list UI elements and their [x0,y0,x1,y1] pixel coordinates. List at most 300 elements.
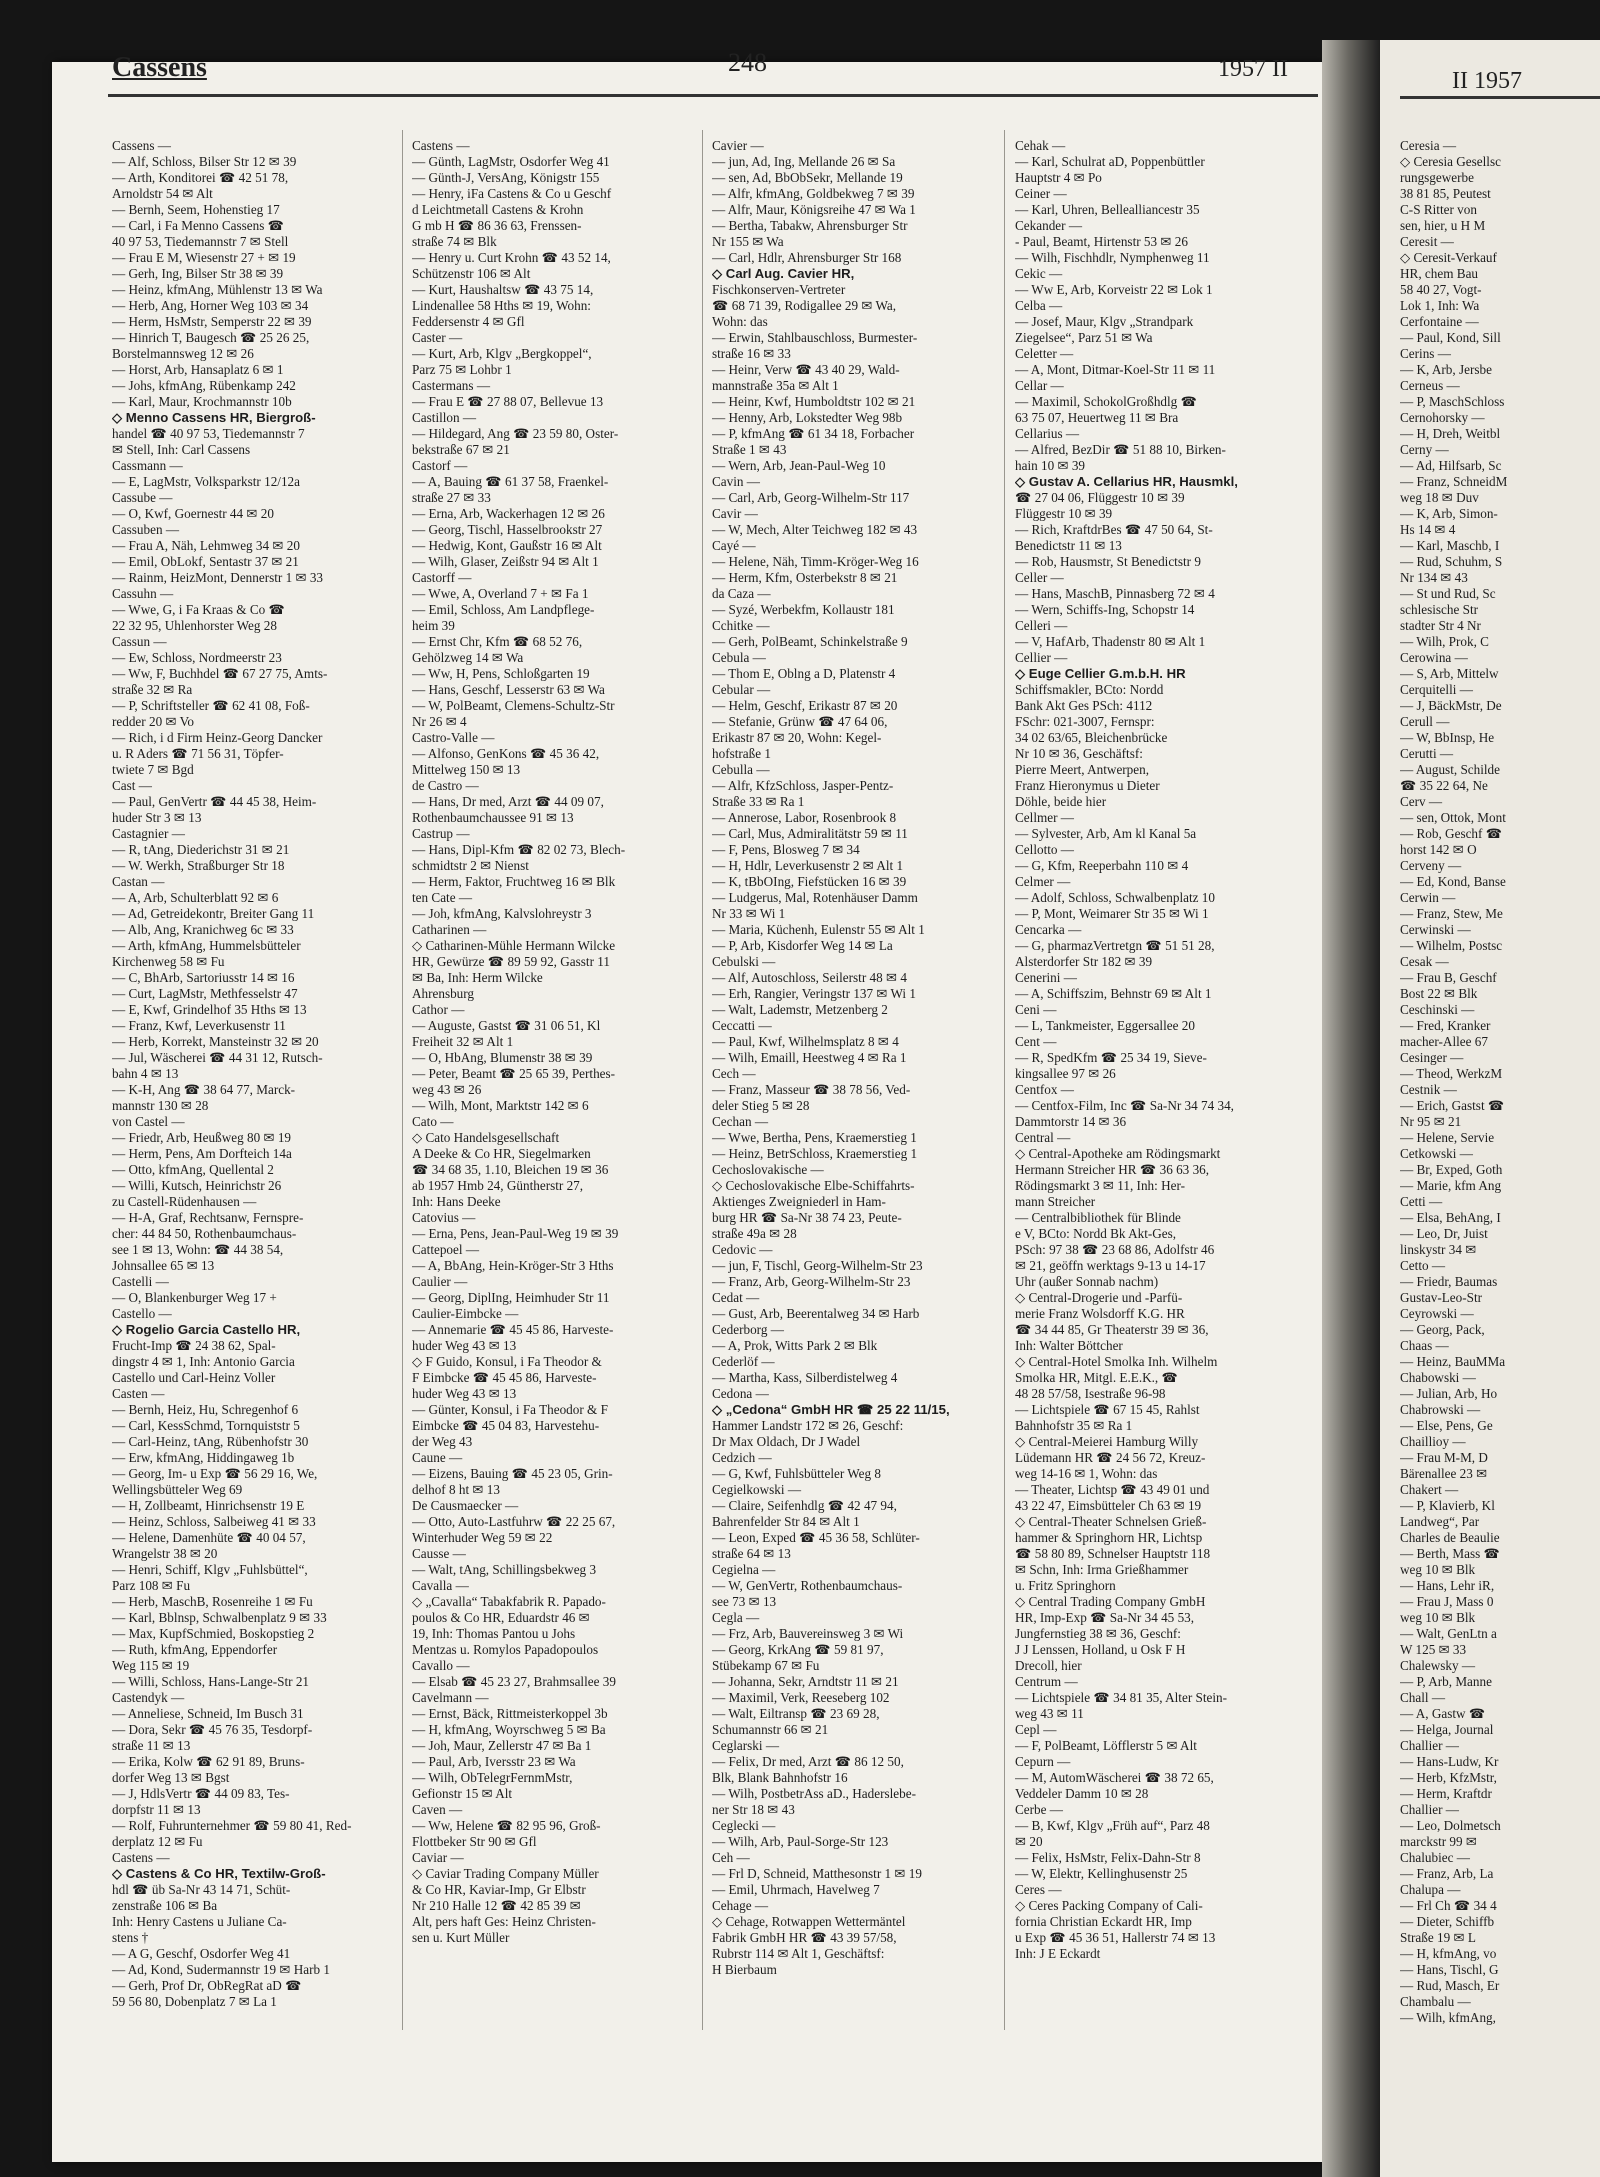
directory-entry-line: — Carl, Mus, Admiralitätstr 59 ✉ 11 [712,826,908,841]
directory-entry-line: — Heinz, BauMMa [1400,1354,1506,1369]
directory-entry-line: — Henry u. Curt Krohn ☎ 43 52 14, [412,250,611,265]
directory-entry-line: ◇ Cechoslovakische Elbe-Schiffahrts- [712,1178,915,1193]
directory-entry-line: Schiffsmakler, BCto: Nordd [1015,682,1164,697]
directory-entry-line: — A, Mont, Ditmar-Koel-Str 11 ✉ 11 [1015,362,1216,377]
directory-entry-line: — O, HbAng, Blumenstr 38 ✉ 39 [412,1050,593,1065]
directory-entry-line: Cepurn — [1015,1754,1071,1769]
page-number: 248 [728,48,767,77]
directory-entry-line: ◇ Central-Drogerie und -Parfü- [1015,1290,1183,1305]
directory-entry-line: — P, Arb, Manne [1400,1674,1492,1689]
directory-entry-line: — Elsa, BehAng, I [1400,1210,1501,1225]
directory-entry-line: ◇ Central-Meierei Hamburg Willy [1015,1434,1199,1449]
directory-entry-line: — Ernst, Bäck, Rittmeisterkoppel 3b [412,1706,608,1721]
directory-entry-line: — Annerose, Labor, Rosenbrook 8 [712,810,897,825]
directory-entry-line: rungsgewerbe [1400,170,1474,185]
directory-entry-line: Flüggestr 10 ✉ 39 [1015,506,1113,521]
directory-entry-line: F Eimbcke ☎ 45 45 86, Harveste- [412,1370,597,1385]
directory-entry-line: Alt, pers haft Ges: Heinz Christen- [412,1914,596,1929]
directory-entry-line: — Erw, kfmAng, Hiddingaweg 1b [112,1450,295,1465]
directory-entry-line: heim 39 [412,618,455,633]
directory-entry-line: Cedona — [712,1386,769,1401]
directory-entry-line: Frucht-Imp ☎ 24 38 62, Spal- [112,1338,276,1353]
directory-entry-line: der Weg 43 [412,1434,473,1449]
directory-entry-line: Ziegelsee“, Parz 51 ✉ Wa [1015,330,1153,345]
directory-entry-line: straße 32 ✉ Ra [112,682,193,697]
directory-entry-line: — Alf, Autoschloss, Seilerstr 48 ✉ 4 [712,970,907,985]
directory-entry-line: ten Cate — [412,890,473,905]
directory-entry-line: — Theater, Lichtsp ☎ 43 49 01 und [1015,1482,1210,1497]
directory-entry-line: — Ed, Kond, Banse [1400,874,1506,889]
directory-entry-line: — Karl, Uhren, Bellealliancestr 35 [1015,202,1200,217]
directory-entry-line: Cernohorsky — [1400,410,1485,425]
directory-entry-line: — Helene, Damenhüte ☎ 40 04 57, [112,1530,306,1545]
directory-entry-line: macher-Allee 67 [1400,1034,1488,1049]
directory-entry-line: marckstr 99 ✉ [1400,1834,1477,1849]
directory-entry-line: & Co HR, Kaviar-Imp, Gr Elbstr [412,1882,586,1897]
directory-entry-line: Cattepoel — [412,1242,480,1257]
directory-entry-line: ◇ F Guido, Konsul, i Fa Theodor & [412,1354,602,1369]
directory-entry-line: deler Stieg 5 ✉ 28 [712,1098,810,1113]
directory-entry-line: linskystr 34 ✉ [1400,1242,1477,1257]
directory-entry-line: — Rolf, Fuhrunternehmer ☎ 59 80 41, Red- [112,1818,352,1833]
directory-entry-line: — Herm, Kfm, Osterbekstr 8 ✉ 21 [712,570,898,585]
header-rule [108,94,1318,97]
directory-entry-line: Cebula — [712,650,766,665]
directory-entry-line: Johnsallee 65 ✉ 13 [112,1258,215,1273]
directory-entry-line: — H, Dreh, Weitbl [1400,426,1501,441]
directory-entry-line: Feddersenstr 4 ✉ Gfl [412,314,525,329]
directory-entry-line: Caune — [412,1450,463,1465]
directory-entry-line: Dr Max Oldach, Dr J Wadel [712,1434,861,1449]
directory-entry-line: ◇ Rogelio Garcia Castello HR, [112,1322,301,1337]
directory-entry-line: dorpfstr 11 ✉ 13 [112,1802,201,1817]
directory-entry-line: Castermans — [412,378,491,393]
directory-entry-line: Wrangelstr 38 ✉ 20 [112,1546,218,1561]
directory-entry-line: Cenerini — [1015,970,1077,985]
directory-entry-line: — W, GenVertr, Rothenbaumchaus- [712,1578,903,1593]
directory-entry-line: A Deeke & Co HR, Siegelmarken [412,1146,591,1161]
directory-entry-line: straße 74 ✉ Blk [412,234,497,249]
directory-entry-line: — Br, Exped, Goth [1400,1162,1503,1177]
directory-entry-line: Gustav-Leo-Str [1400,1290,1483,1305]
directory-entry-line: Arnoldstr 54 ✉ Alt [112,186,213,201]
directory-entry-line: — Helene, Näh, Timm-Kröger-Weg 16 [712,554,919,569]
directory-entry-line: — Wilhelm, Postsc [1400,938,1503,953]
directory-entry-line: Cassun — [112,634,167,649]
directory-entry-line: 48 28 57/58, Isestraße 96-98 [1015,1386,1166,1401]
directory-entry-line: — Ww, F, Buchhdel ☎ 67 27 75, Amts- [112,666,328,681]
directory-entry-line: Cerneus — [1400,378,1460,393]
directory-entry-line: Ceresit — [1400,234,1454,249]
directory-entry-line: Cederlöf — [712,1354,775,1369]
directory-entry-line: — Felix, Dr med, Arzt ☎ 86 12 50, [712,1754,904,1769]
directory-entry-line: — Hans, Tischl, G [1400,1962,1499,1977]
directory-entry-line: — K, Arb, Simon- [1400,506,1498,521]
directory-entry-line: — Hans-Ludw, Kr [1400,1754,1499,1769]
directory-entry-line: zenstraße 106 ✉ Ba [112,1898,218,1913]
directory-entry-line: — H, kfmAng, Woyrschweg 5 ✉ Ba [412,1722,606,1737]
directory-entry-line: — Joh, kfmAng, Kalvslohreystr 3 [412,906,592,921]
directory-entry-line: — Heinr, Verw ☎ 43 40 29, Wald- [712,362,900,377]
directory-entry-line: — A, Prok, Witts Park 2 ✉ Blk [712,1338,878,1353]
directory-entry-line: — Georg, Pack, [1400,1322,1485,1337]
directory-entry-line: stens † [112,1930,149,1945]
directory-entry-line: dingstr 4 ✉ 1, Inh: Antonio Garcia [112,1354,295,1369]
directory-entry-line: 34 02 63/65, Bleichenbrücke [1015,730,1168,745]
running-header-name: Cassens [112,52,207,83]
directory-entry-line: merie Franz Wolsdorff K.G. HR [1015,1306,1185,1321]
directory-entry-line: — Willi, Kutsch, Heinrichstr 26 [112,1178,282,1193]
directory-entry-line: — Alfr, KfzSchloss, Jasper-Pentz- [712,778,894,793]
directory-entry-line: Blk, Blank Bahnhofstr 16 [712,1770,848,1785]
directory-entry-line: ◇ „Cedona“ GmbH HR ☎ 25 22 11/15, [712,1402,950,1417]
directory-entry-line: — Hans, Dr med, Arzt ☎ 44 09 07, [412,794,604,809]
directory-entry-line: Aktienges Zweigniederl in Ham- [712,1194,886,1209]
directory-entry-line: Celmer — [1015,874,1071,889]
directory-entry-line: — Maria, Küchenh, Eulenstr 55 ✉ Alt 1 [712,922,925,937]
directory-entry-line: — Heinr, Kwf, Humboldtstr 102 ✉ 21 [712,394,916,409]
directory-entry-line: Ceni — [1015,1002,1057,1017]
directory-entry-line: — Günter, Konsul, i Fa Theodor & F [412,1402,608,1417]
directory-entry-line: Ahrensburg [412,986,475,1001]
directory-entry-line: Chalupa — [1400,1882,1461,1897]
directory-entry-line: Rothenbaumchaussee 91 ✉ 13 [412,810,574,825]
directory-entry-line: ✉ Schn, Inh: Irma Grießhammer [1015,1562,1189,1577]
directory-entry-line: Straße 19 ✉ L [1400,1930,1476,1945]
directory-entry-line: — Frl Ch ☎ 34 4 [1400,1898,1497,1913]
directory-entry-line: derplatz 12 ✉ Fu [112,1834,203,1849]
directory-entry-line: — Hans, MaschB, Pinnasberg 72 ✉ 4 [1015,586,1215,601]
directory-entry-line: Erikastr 87 ✉ 20, Wohn: Kegel- [712,730,882,745]
directory-entry-line: Alsterdorfer Str 182 ✉ 39 [1015,954,1153,969]
directory-entry-line: — J, HdlsVertr ☎ 44 09 83, Tes- [112,1786,290,1801]
directory-entry-line: — Wilh, Mont, Marktstr 142 ✉ 6 [412,1098,589,1113]
directory-entry-line: Kirchenweg 58 ✉ Fu [112,954,225,969]
directory-entry-line: — Heinz, Schloss, Salbeiweg 41 ✉ 33 [112,1514,316,1529]
directory-entry-line: — Herb, Korrekt, Mansteinstr 32 ✉ 20 [112,1034,319,1049]
directory-entry-line: Cent — [1015,1034,1057,1049]
directory-entry-line: Rubrstr 114 ✉ Alt 1, Geschäftsf: [712,1946,885,1961]
directory-entry-line: Jungfernstieg 38 ✉ 36, Geschf: [1015,1626,1181,1641]
directory-entry-line: — Franz, Arb, La [1400,1866,1494,1881]
directory-entry-line: — Erich, Gastst ☎ [1400,1098,1505,1113]
directory-entry-line: bahn 4 ✉ 13 [112,1066,179,1081]
directory-entry-line: Franz Hieronymus u Dieter [1015,778,1160,793]
directory-column-3 [712,138,988,1978]
directory-entry-line: — Ruth, kfmAng, Eppendorfer [112,1642,278,1657]
directory-entry-line: — Bertha, Tabakw, Ahrensburger Str [712,218,908,233]
directory-entry-line: Bahnhofstr 35 ✉ Ra 1 [1015,1418,1133,1433]
directory-entry-line: — Adolf, Schloss, Schwalbenplatz 10 [1015,890,1215,905]
directory-entry-line: — Syzé, Werbekfm, Kollaustr 181 [712,602,895,617]
directory-entry-line: fornia Christian Eckardt HR, Imp [1015,1914,1192,1929]
directory-entry-line: huder Weg 43 ✉ 13 [412,1386,517,1401]
directory-entry-line: Cerv — [1400,794,1443,809]
directory-entry-line: — Ww, H, Pens, Schloßgarten 19 [412,666,590,681]
directory-entry-line: weg 43 ✉ 11 [1015,1706,1084,1721]
directory-entry-line: Ceiner — [1015,186,1067,201]
directory-entry-line: Cerutti — [1400,746,1454,761]
directory-entry-line: ner Str 18 ✉ 43 [712,1802,795,1817]
directory-entry-line: — Henny, Arb, Lokstedter Weg 98b [712,410,903,425]
directory-entry-line: — Paul, Arb, Iversstr 23 ✉ Wa [412,1754,576,1769]
directory-entry-line: Cebular — [712,682,771,697]
directory-entry-line: — Henry, iFa Castens & Co u Geschf [412,186,612,201]
directory-entry-line: Lüdemann HR ☎ 24 56 72, Kreuz- [1015,1450,1206,1465]
directory-entry-line: ◇ Cehage, Rotwappen Wettermäntel [712,1914,906,1929]
directory-entry-line: weg 10 ✉ Blk [1400,1562,1476,1577]
directory-entry-line: — P, Arb, Kisdorfer Weg 14 ✉ La [712,938,893,953]
directory-entry-line: Weg 115 ✉ 19 [112,1658,190,1673]
directory-entry-line: — Curt, LagMstr, Methfesselstr 47 [112,986,298,1001]
directory-entry-line: — Walt, Lademstr, Metzenberg 2 [712,1002,888,1017]
directory-entry-line: — Ad, Kond, Sudermannstr 19 ✉ Harb 1 [112,1962,330,1977]
directory-entry-line: Caster — [412,330,463,345]
directory-entry-line: see 1 ✉ 13, Wohn: ☎ 44 38 54, [112,1242,284,1257]
directory-entry-line: straße 27 ✉ 33 [412,490,491,505]
directory-entry-line: Hammer Landstr 172 ✉ 26, Geschf: [712,1418,904,1433]
directory-entry-line: ✉ 21, geöffn werktags 9-13 u 14-17 [1015,1258,1206,1273]
directory-entry-line: ✉ Ba, Inh: Herm Wilcke [412,970,543,985]
directory-entry-line: — R, tAng, Diederichstr 31 ✉ 21 [112,842,290,857]
directory-entry-line: — P, Schriftsteller ☎ 62 41 08, Foß- [112,698,310,713]
directory-entry-line: bekstraße 67 ✉ 21 [412,442,510,457]
directory-entry-line: Castelli — [112,1274,169,1289]
directory-entry-line: Inh: Henry Castens u Juliane Ca- [112,1914,287,1929]
directory-entry-line: — P, kfmAng ☎ 61 34 18, Forbacher [712,426,915,441]
directory-entry-line: — Emil, Schloss, Am Landpflege- [412,602,595,617]
directory-entry-line: — G, pharmazVertretgn ☎ 51 51 28, [1015,938,1215,953]
directory-entry-line: ◇ Carl Aug. Cavier HR, [712,266,855,281]
directory-entry-line: weg 18 ✉ Duv [1400,490,1479,505]
directory-entry-line: zu Castell-Rüdenhausen — [112,1194,257,1209]
directory-entry-line: Cayé — [712,538,756,553]
directory-entry-line: Cebulski — [712,954,776,969]
directory-entry-line: ✉ Stell, Inh: Carl Cassens [112,442,251,457]
directory-entry-line: — Annemarie ☎ 45 45 86, Harveste- [412,1322,614,1337]
directory-entry-line: — Hans, Dipl-Kfm ☎ 82 02 73, Blech- [412,842,626,857]
directory-entry-line: — Carl, i Fa Menno Cassens ☎ [112,218,285,233]
directory-entry-line: weg 43 ✉ 26 [412,1082,482,1097]
directory-entry-line: Cassens — [112,138,171,153]
directory-entry-line: Cassuhn — [112,586,174,601]
directory-entry-line: — A, Schiffszim, Behnstr 69 ✉ Alt 1 [1015,986,1212,1001]
directory-entry-line: PSch: 97 38 ☎ 23 68 86, Adolfstr 46 [1015,1242,1215,1257]
directory-entry-line: Cegielna — [712,1562,776,1577]
directory-entry-line: — Maximil, SchokolGroßhdlg ☎ [1015,394,1197,409]
directory-entry-line: — Frl D, Schneid, Matthesonstr 1 ✉ 19 [712,1866,922,1881]
directory-entry-line: ◇ Euge Cellier G.m.b.H. HR [1015,666,1186,681]
directory-entry-line: Cehak — [1015,138,1066,153]
directory-entry-line: — Arth, Konditorei ☎ 42 51 78, [112,170,289,185]
directory-entry-line: ◇ Cato Handelsgesellschaft [412,1130,560,1145]
column-divider [402,130,403,2030]
directory-entry-line: — Dora, Sekr ☎ 45 76 35, Tesdorpf- [112,1722,313,1737]
directory-entry-line: — Gerh, Ing, Bilser Str 38 ✉ 39 [112,266,284,281]
directory-entry-line: Caulier-Eimbcke — [412,1306,519,1321]
directory-entry-line: Caven — [412,1802,463,1817]
directory-entry-line: — Alf, Schloss, Bilser Str 12 ✉ 39 [112,154,297,169]
right-header-rule [1400,96,1600,99]
directory-entry-line: Cerwin — [1400,890,1456,905]
directory-entry-line: — Alfonso, GenKons ☎ 45 36 42, [412,746,600,761]
directory-entry-line: Chaas — [1400,1338,1449,1353]
directory-entry-line: — Wilh, ObTelegrFernmMstr, [412,1770,573,1785]
directory-entry-line: Bärenallee 23 ✉ [1400,1466,1488,1481]
directory-entry-line: — Emil, Uhrmach, Havelweg 7 [712,1882,880,1897]
directory-entry-line: Eimbcke ☎ 45 04 83, Harvestehu- [412,1418,600,1433]
directory-entry-line: — Otto, Auto-Lastfuhrw ☎ 22 25 67, [412,1514,616,1529]
directory-entry-line: Nr 33 ✉ Wi 1 [712,906,786,921]
directory-entry-line: — Ad, Hilfsarb, Sc [1400,458,1502,473]
directory-entry-line: Nr 210 Halle 12 ☎ 42 85 39 ✉ [412,1898,581,1913]
directory-entry-line: Cavelmann — [412,1690,489,1705]
directory-entry-line: Cellier — [1015,650,1068,665]
directory-entry-line: Hermann Streicher HR ☎ 36 63 36, [1015,1162,1210,1177]
directory-entry-line: Castan — [112,874,165,889]
directory-entry-line: — C, BhArb, Sartoriusstr 14 ✉ 16 [112,970,295,985]
directory-entry-line: ◇ Menno Cassens HR, Biergroß- [112,410,316,425]
directory-entry-line: ☎ 35 22 64, Ne [1400,778,1488,793]
directory-entry-line: Ceh — [712,1850,750,1865]
directory-entry-line: — Ew, Schloss, Nordmeerstr 23 [112,650,282,665]
directory-entry-line: — jun, Ad, Ing, Mellande 26 ✉ Sa [712,154,896,169]
directory-entry-line: — Walt, GenLtn a [1400,1626,1497,1641]
directory-entry-line: Drecoll, hier [1015,1658,1082,1673]
directory-entry-line: — August, Schilde [1400,762,1501,777]
directory-entry-line: — Erna, Arb, Wackerhagen 12 ✉ 26 [412,506,605,521]
directory-entry-line: Nr 95 ✉ 21 [1400,1114,1462,1129]
directory-entry-line: Inh: Hans Deeke [412,1194,501,1209]
directory-entry-line: — G, Kfm, Reeperbahn 110 ✉ 4 [1015,858,1189,873]
directory-entry-line: Cavallo — [412,1658,470,1673]
directory-entry-line: — Wern, Schiffs-Ing, Schopstr 14 [1015,602,1195,617]
directory-entry-line: H Bierbaum [712,1962,777,1977]
directory-entry-line: — Franz, Arb, Georg-Wilhelm-Str 23 [712,1274,911,1289]
directory-entry-line: Cetti — [1400,1194,1443,1209]
directory-entry-line: Landweg“, Par [1400,1514,1480,1529]
directory-entry-line: Flottbeker Str 90 ✉ Gfl [412,1834,537,1849]
directory-entry-line: — A, Arb, Schulterblatt 92 ✉ 6 [112,890,279,905]
directory-entry-line: Castello und Carl-Heinz Voller [112,1370,276,1385]
directory-entry-line: Inh: J E Eckardt [1015,1946,1101,1961]
directory-entry-line: Stübekamp 67 ✉ Fu [712,1658,820,1673]
directory-entry-line: Cellarius — [1015,426,1080,441]
directory-entry-line: — Frau B, Geschf [1400,970,1497,985]
directory-entry-line: Ceres — [1015,1882,1062,1897]
directory-entry-line: — Helm, Geschf, Erikastr 87 ✉ 20 [712,698,898,713]
directory-entry-line: — P, Klavierb, Kl [1400,1498,1495,1513]
directory-entry-line: Central — [1015,1130,1071,1145]
directory-entry-line: — Karl, Maur, Krochmannstr 10b [112,394,292,409]
directory-entry-line: sen, hier, u H M [1400,218,1486,233]
directory-entry-line: - Paul, Beamt, Hirtenstr 53 ✉ 26 [1015,234,1188,249]
directory-entry-line: Cellar — [1015,378,1064,393]
directory-entry-line: Celleri — [1015,618,1068,633]
directory-entry-line: Cerins — [1400,346,1451,361]
directory-entry-line: — Hedwig, Kont, Gaußstr 16 ✉ Alt [412,538,602,553]
directory-entry-line: — A, Bauing ☎ 61 37 58, Fraenkel- [412,474,609,489]
directory-entry-line: HR, Gewürze ☎ 89 59 92, Gasstr 11 [412,954,610,969]
directory-entry-line: — Alfred, BezDir ☎ 51 88 10, Birken- [1015,442,1226,457]
directory-entry-line: Benedictstr 11 ✉ 13 [1015,538,1122,553]
directory-entry-line: Cetkowski — [1400,1146,1473,1161]
directory-entry-line: — W, PolBeamt, Clemens-Schultz-Str [412,698,615,713]
directory-entry-line: Bahrenfelder Str 84 ✉ Alt 1 [712,1514,860,1529]
directory-entry-line: — M, AutomWäscherei ☎ 38 72 65, [1015,1770,1214,1785]
directory-entry-line: Dammtorstr 14 ✉ 36 [1015,1114,1127,1129]
directory-entry-line: — Kurt, Haushaltsw ☎ 43 75 14, [412,282,594,297]
directory-entry-line: Cavier — [712,138,764,153]
directory-entry-line: — H, Hdlr, Leverkusenstr 2 ✉ Alt 1 [712,858,904,873]
directory-entry-line: 59 56 80, Dobenplatz 7 ✉ La 1 [112,1994,277,2009]
directory-entry-line: Cellotto — [1015,842,1074,857]
directory-entry-line: Cederborg — [712,1322,784,1337]
directory-entry-line: — Rud, Masch, Er [1400,1978,1500,1993]
directory-entry-line: poulos & Co HR, Eduardstr 46 ✉ [412,1610,590,1625]
directory-entry-line: Castagnier — [112,826,185,841]
directory-entry-line: — V, HafArb, Thadenstr 80 ✉ Alt 1 [1015,634,1206,649]
directory-entry-line: Cassube — [112,490,173,505]
directory-entry-line: Inh: Walter Böttcher [1015,1338,1123,1353]
directory-entry-line: — Emil, ObLokf, Sentastr 37 ✉ 21 [112,554,299,569]
directory-entry-line: — Gerh, Prof Dr, ObRegRat aD ☎ [112,1978,302,1993]
directory-entry-line: — Paul, Kond, Sill [1400,330,1501,345]
directory-entry-line: — Bernh, Heiz, Hu, Schregenhof 6 [112,1402,299,1417]
directory-entry-line: — jun, F, Tischl, Georg-Wilhelm-Str 23 [712,1258,923,1273]
directory-entry-line: Cerveny — [1400,858,1462,873]
directory-entry-line: ◇ Central Trading Company GmbH [1015,1594,1206,1609]
directory-entry-line: — W, Mech, Alter Teichweg 182 ✉ 43 [712,522,918,537]
directory-entry-line: Charles de Beaulie [1400,1530,1500,1545]
directory-entry-line: Bost 22 ✉ Blk [1400,986,1478,1001]
directory-entry-line: — Carl, Hdlr, Ahrensburger Str 168 [712,250,902,265]
directory-entry-line: Challier — [1400,1738,1459,1753]
directory-entry-line: sen u. Kurt Müller [412,1930,510,1945]
directory-entry-line: — Gerh, PolBeamt, Schinkelstraße 9 [712,634,908,649]
directory-entry-line: — Hinrich T, Baugesch ☎ 25 26 25, [112,330,310,345]
directory-column-1 [112,138,388,2010]
directory-entry-line: — Rob, Hausmstr, St Benedictstr 9 [1015,554,1201,569]
directory-entry-line: schmidtstr 2 ✉ Nienst [412,858,529,873]
directory-entry-line: ◇ „Cavalla“ Tabakfabrik R. Papado- [412,1594,606,1609]
directory-entry-line: — Wilh, Glaser, Zeißstr 94 ✉ Alt 1 [412,554,599,569]
directory-entry-line: delhof 8 ht ✉ 13 [412,1482,500,1497]
directory-entry-line: — H, kfmAng, vo [1400,1946,1497,1961]
directory-entry-line: Chalubiec — [1400,1850,1470,1865]
directory-entry-line: — Helene, Servie [1400,1130,1495,1145]
directory-entry-line: — W, BbInsp, He [1400,730,1495,745]
directory-entry-line: Celba — [1015,298,1063,313]
directory-entry-line: Cedat — [712,1290,760,1305]
directory-entry-line: Cavir — [712,506,758,521]
directory-entry-line: — Fred, Kranker [1400,1018,1491,1033]
directory-entry-line: — Heinz, kfmAng, Mühlenstr 13 ✉ Wa [112,282,323,297]
directory-entry-line: — Herb, MaschB, Rosenreihe 1 ✉ Fu [112,1594,313,1609]
directory-entry-line: — Wilh, Emaill, Heestweg 4 ✉ Ra 1 [712,1050,907,1065]
directory-entry-line: u Exp ☎ 45 36 51, Hallerstr 74 ✉ 13 [1015,1930,1216,1945]
directory-entry-line: — Herm, Pens, Am Dorfteich 14a [112,1146,292,1161]
directory-entry-line: ☎ 58 80 89, Schnelser Hauptstr 118 [1015,1546,1211,1561]
directory-entry-line: Borstelmannsweg 12 ✉ 26 [112,346,254,361]
directory-entry-line: ◇ Central-Apotheke am Rödingsmarkt [1015,1146,1221,1161]
directory-entry-line: — Carl, Arb, Georg-Wilhelm-Str 117 [712,490,910,505]
directory-entry-line: — O, Kwf, Goernestr 44 ✉ 20 [112,506,274,521]
directory-entry-line: — Wilh, kfmAng, [1400,2010,1496,2025]
directory-entry-line: — Wilh, Arb, Paul-Sorge-Str 123 [712,1834,889,1849]
directory-entry-line: — Georg, DiplIng, Heimhuder Str 11 [412,1290,610,1305]
directory-entry-line: da Caza — [712,586,771,601]
